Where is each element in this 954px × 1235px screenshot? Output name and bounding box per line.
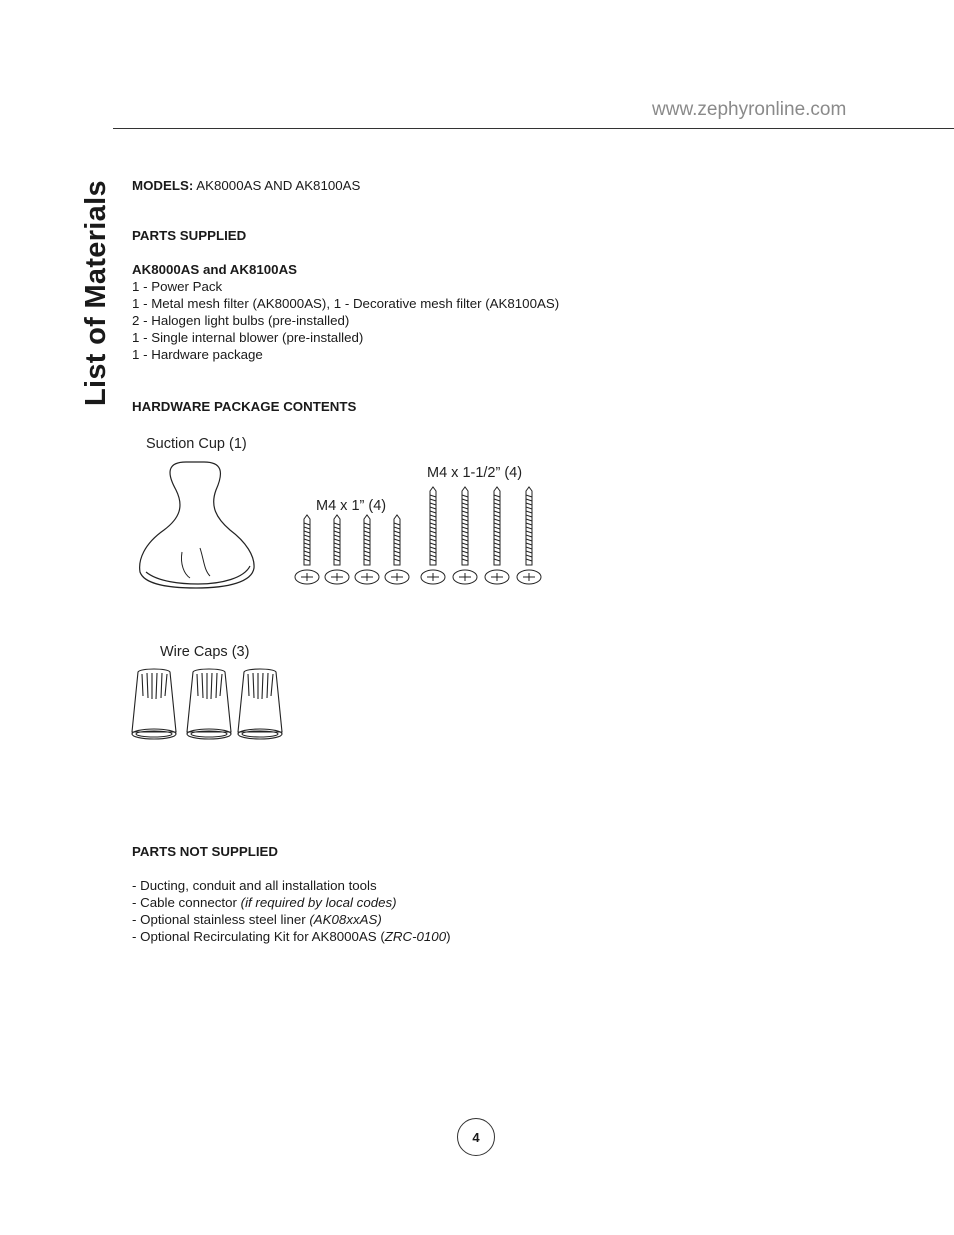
wire-caps-illustration bbox=[130, 666, 286, 744]
short-screws-illustration bbox=[294, 515, 412, 587]
item-note: (if required by local codes) bbox=[240, 895, 397, 910]
list-item: - Ducting, conduit and all installation tools bbox=[132, 878, 377, 893]
item-text: - Optional Recirculating Kit for AK8000AS ( bbox=[132, 929, 385, 944]
list-item bbox=[132, 928, 451, 945]
list-item: 1 - Hardware package bbox=[132, 347, 263, 362]
wire-caps-label: Wire Caps (3) bbox=[160, 644, 250, 660]
suction-cup-label: Suction Cup (1) bbox=[146, 436, 247, 452]
item-close: ) bbox=[446, 929, 451, 944]
list-item: 1 - Metal mesh filter (AK8000AS), 1 - Decorative mesh filter (AK8100AS) bbox=[132, 296, 560, 311]
models-value: AK8000AS AND AK8100AS bbox=[193, 178, 361, 193]
long-screws-illustration bbox=[420, 487, 546, 587]
header-divider bbox=[113, 128, 954, 129]
item-note: ZRC-0100 bbox=[384, 929, 447, 944]
list-item bbox=[132, 894, 451, 911]
suction-cup-illustration bbox=[138, 460, 256, 590]
parts-supplied-subheading: AK8000AS and AK8100AS bbox=[132, 262, 298, 277]
long-screws-label: M4 x 1-1/2” (4) bbox=[427, 465, 523, 481]
list-item: 2 - Halogen light bulbs (pre-installed) bbox=[132, 313, 350, 328]
parts-not-supplied-heading: PARTS NOT SUPPLIED bbox=[132, 844, 279, 859]
hardware-heading: HARDWARE PACKAGE CONTENTS bbox=[132, 399, 357, 414]
page-number bbox=[457, 1118, 495, 1156]
parts-supplied-heading: PARTS SUPPLIED bbox=[132, 228, 247, 243]
list-item bbox=[132, 911, 451, 928]
parts-supplied-list bbox=[132, 278, 559, 363]
page-number-text: 4 bbox=[472, 1129, 480, 1145]
list-item: 1 - Single internal blower (pre-installed) bbox=[132, 330, 364, 345]
parts-not-supplied-list bbox=[132, 877, 451, 945]
list-item: 1 - Power Pack bbox=[132, 279, 223, 294]
item-text: - Optional stainless steel liner bbox=[132, 912, 310, 927]
item-text: - Cable connector bbox=[132, 895, 241, 910]
models-line bbox=[132, 177, 360, 194]
side-title: List of Materials bbox=[80, 180, 112, 406]
item-note: (AK08xxAS) bbox=[309, 912, 382, 927]
models-label: MODELS: bbox=[132, 178, 194, 193]
short-screws-label: M4 x 1” (4) bbox=[316, 498, 387, 514]
site-url[interactable]: www.zephyronline.com bbox=[652, 99, 847, 120]
